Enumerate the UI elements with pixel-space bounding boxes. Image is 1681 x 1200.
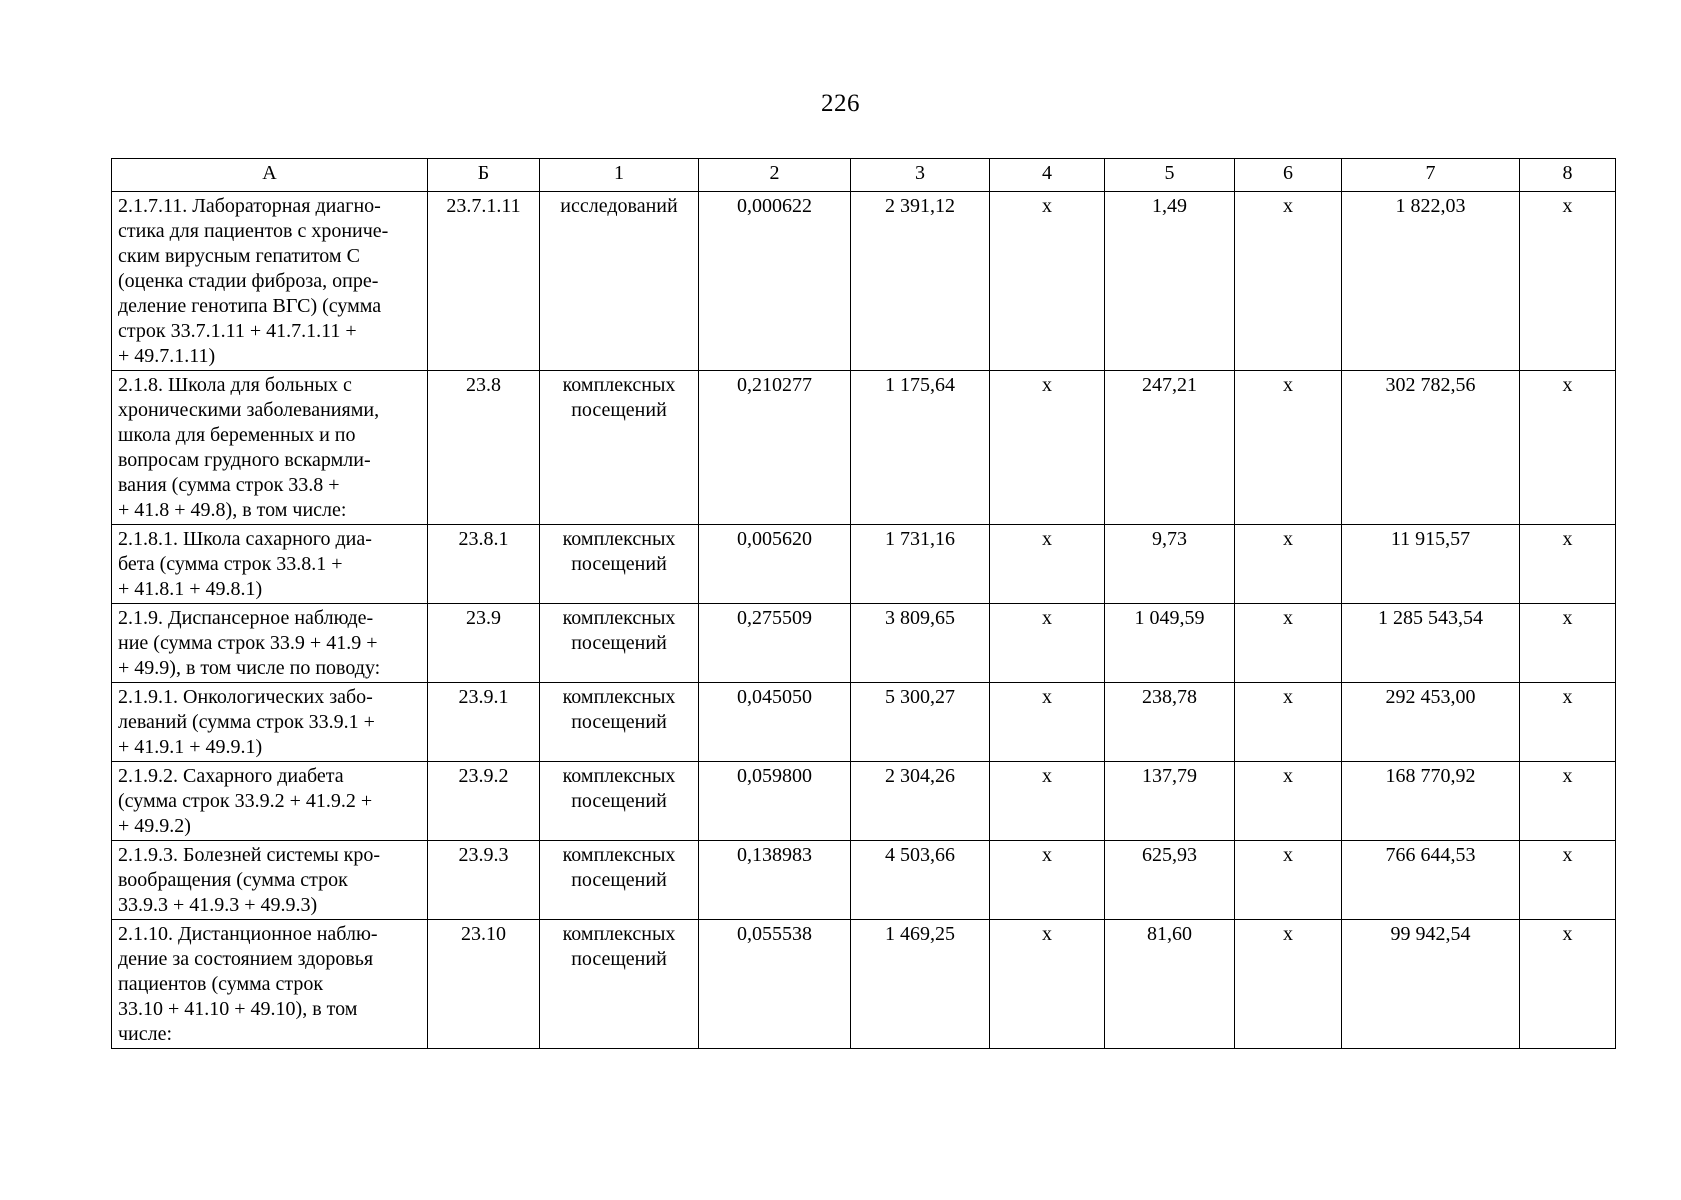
value-cell: х (990, 841, 1105, 920)
value-cell: х (1235, 920, 1342, 1049)
value-cell: 1 175,64 (851, 371, 990, 525)
value-cell: х (990, 192, 1105, 371)
column-header: 3 (851, 159, 990, 192)
value-cell: 1 285 543,54 (1342, 604, 1520, 683)
column-header: 2 (699, 159, 851, 192)
value-cell: х (990, 762, 1105, 841)
header-row (112, 159, 1616, 192)
value-cell: х (1235, 192, 1342, 371)
row-code: 23.7.1.11 (428, 192, 540, 371)
value-cell: 766 644,53 (1342, 841, 1520, 920)
row-code: 23.9.3 (428, 841, 540, 920)
table-row (112, 525, 1616, 604)
value-cell: 168 770,92 (1342, 762, 1520, 841)
value-cell: 2 391,12 (851, 192, 990, 371)
value-cell: 0,045050 (699, 683, 851, 762)
table-body (112, 192, 1616, 1049)
unit-cell: комплексных посещений (540, 371, 699, 525)
row-code: 23.8 (428, 371, 540, 525)
value-cell: 302 782,56 (1342, 371, 1520, 525)
column-header: 1 (540, 159, 699, 192)
value-cell: 292 453,00 (1342, 683, 1520, 762)
row-description: 2.1.9.2. Сахарного диабета (сумма строк 33.9.2 + 41.9.2 + + 49.9.2) (112, 762, 428, 841)
value-cell: 2 304,26 (851, 762, 990, 841)
value-cell: х (1520, 525, 1616, 604)
data-table (111, 158, 1616, 1049)
value-cell: 247,21 (1105, 371, 1235, 525)
table-row (112, 762, 1616, 841)
table-row (112, 920, 1616, 1049)
unit-cell: комплексных посещений (540, 604, 699, 683)
unit-cell: комплексных посещений (540, 683, 699, 762)
unit-cell: комплексных посещений (540, 762, 699, 841)
value-cell: х (990, 525, 1105, 604)
value-cell: 81,60 (1105, 920, 1235, 1049)
unit-cell: комплексных посещений (540, 841, 699, 920)
value-cell: х (1235, 762, 1342, 841)
value-cell: 3 809,65 (851, 604, 990, 683)
row-description: 2.1.8.1. Школа сахарного диа- бета (сумма строк 33.8.1 + + 41.8.1 + 49.8.1) (112, 525, 428, 604)
column-header: 4 (990, 159, 1105, 192)
column-header: 6 (1235, 159, 1342, 192)
value-cell: 9,73 (1105, 525, 1235, 604)
value-cell: 0,055538 (699, 920, 851, 1049)
column-header: 5 (1105, 159, 1235, 192)
column-header: А (112, 159, 428, 192)
column-header: 8 (1520, 159, 1616, 192)
row-description: 2.1.7.11. Лабораторная диагно- стика для пациентов с хрониче- ским вирусным гепатитом С (оценка стадии фиброза, опре- деление генотипа ВГС) (сумма строк 33.7.1.11 + 41.7.1.11 + + 49.7.1.11) (112, 192, 428, 371)
row-description: 2.1.9. Диспансерное наблюде- ние (сумма строк 33.9 + 41.9 + + 49.9), в том числе по поводу: (112, 604, 428, 683)
row-code: 23.9.1 (428, 683, 540, 762)
row-code: 23.10 (428, 920, 540, 1049)
value-cell: 1 731,16 (851, 525, 990, 604)
value-cell: 5 300,27 (851, 683, 990, 762)
value-cell: 1 469,25 (851, 920, 990, 1049)
table-row (112, 841, 1616, 920)
value-cell: 625,93 (1105, 841, 1235, 920)
value-cell: х (1520, 371, 1616, 525)
table-row (112, 192, 1616, 371)
value-cell: 1 049,59 (1105, 604, 1235, 683)
column-header: Б (428, 159, 540, 192)
value-cell: х (1520, 762, 1616, 841)
page-number: 226 (821, 90, 860, 117)
unit-cell: комплексных посещений (540, 920, 699, 1049)
value-cell: 137,79 (1105, 762, 1235, 841)
value-cell: х (1235, 604, 1342, 683)
value-cell: 4 503,66 (851, 841, 990, 920)
value-cell: 0,210277 (699, 371, 851, 525)
unit-cell: исследований (540, 192, 699, 371)
value-cell: 238,78 (1105, 683, 1235, 762)
value-cell: х (1520, 841, 1616, 920)
value-cell: х (1520, 920, 1616, 1049)
value-cell: 1,49 (1105, 192, 1235, 371)
value-cell: х (990, 371, 1105, 525)
value-cell: х (1520, 192, 1616, 371)
value-cell: х (990, 683, 1105, 762)
row-description: 2.1.10. Дистанционное наблю- дение за состоянием здоровья пациентов (сумма строк 33.10 + 41.10 + 49.10), в том числе: (112, 920, 428, 1049)
column-header: 7 (1342, 159, 1520, 192)
row-description: 2.1.9.3. Болезней системы кро- вообращения (сумма строк 33.9.3 + 41.9.3 + 49.9.3) (112, 841, 428, 920)
table-row (112, 604, 1616, 683)
row-description: 2.1.8. Школа для больных с хроническими заболеваниями, школа для беременных и по вопросам грудного вскармли- вания (сумма строк 33.8 + + 41.8 + 49.8), в том числе: (112, 371, 428, 525)
value-cell: х (1235, 683, 1342, 762)
value-cell: 0,275509 (699, 604, 851, 683)
unit-cell: комплексных посещений (540, 525, 699, 604)
value-cell: х (1235, 525, 1342, 604)
row-code: 23.9.2 (428, 762, 540, 841)
value-cell: 99 942,54 (1342, 920, 1520, 1049)
value-cell: х (990, 604, 1105, 683)
value-cell: 1 822,03 (1342, 192, 1520, 371)
value-cell: х (990, 920, 1105, 1049)
value-cell: х (1235, 371, 1342, 525)
table-header (112, 159, 1616, 192)
value-cell: 0,059800 (699, 762, 851, 841)
value-cell: х (1520, 683, 1616, 762)
value-cell: х (1520, 604, 1616, 683)
value-cell: х (1235, 841, 1342, 920)
row-code: 23.8.1 (428, 525, 540, 604)
value-cell: 0,005620 (699, 525, 851, 604)
table-row (112, 683, 1616, 762)
row-code: 23.9 (428, 604, 540, 683)
row-description: 2.1.9.1. Онкологических забо- леваний (сумма строк 33.9.1 + + 41.9.1 + 49.9.1) (112, 683, 428, 762)
value-cell: 0,000622 (699, 192, 851, 371)
table-row (112, 371, 1616, 525)
value-cell: 0,138983 (699, 841, 851, 920)
value-cell: 11 915,57 (1342, 525, 1520, 604)
